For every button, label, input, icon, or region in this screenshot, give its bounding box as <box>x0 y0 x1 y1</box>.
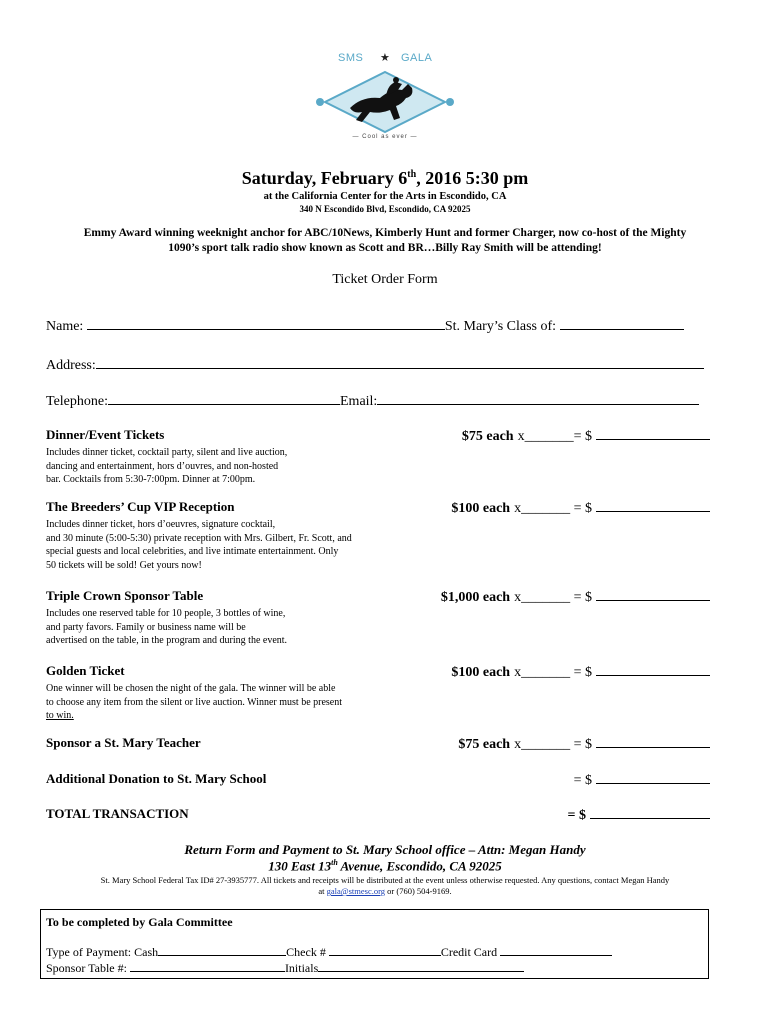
item-quantity-calc[interactable]: x_______ = $ <box>514 590 592 605</box>
event-venue: at the California Center for the Arts in Escondido, CA <box>263 191 507 202</box>
item-title: Golden Ticket <box>46 663 125 678</box>
item-desc-line: Includes one reserved table for 10 people, 3 bottles of wine, <box>46 608 286 619</box>
donation-row <box>46 771 710 787</box>
gala-logo <box>300 48 470 148</box>
item-desc-line: to win. <box>46 710 74 721</box>
item-desc-line: bar. Cocktails from 5:30-7:00pm. Dinner at 7:00pm. <box>46 474 256 485</box>
item-desc-line: Includes dinner ticket, cocktail party, silent and live auction, <box>46 447 288 458</box>
check-label: Check # <box>286 945 326 959</box>
total-label: TOTAL TRANSACTION <box>46 806 189 821</box>
event-date-main: Saturday, February 6 <box>241 168 408 188</box>
sponsor-table-label: Sponsor Table #: <box>46 961 127 975</box>
ticket-item <box>46 499 710 572</box>
ticket-item <box>46 588 710 648</box>
email-input-line[interactable] <box>377 392 699 405</box>
item-desc-line: and party favors. Family or business name will be <box>46 621 246 633</box>
sponsor-table-input-line[interactable] <box>130 961 285 972</box>
item-price-calc[interactable] <box>451 663 710 681</box>
email-label: Email: <box>340 394 378 409</box>
item-quantity-calc[interactable]: x_______ = $ <box>514 737 592 752</box>
item-desc-line: 50 tickets will be sold! Get yours now! <box>46 559 202 571</box>
name-label: Name: <box>46 319 84 334</box>
item-price-calc[interactable] <box>451 499 710 517</box>
item-title: Dinner/Event Tickets <box>46 427 165 442</box>
tax-id-line: St. Mary School Federal Tax ID# 27-3935777. All tickets and receipts will be distributed at the event unless otherwise requested. Any questions, contact Megan Handy <box>100 875 670 885</box>
logo-sms-text: SMS <box>338 52 364 64</box>
item-desc-line: advertised on the table, in the program and during the event. <box>46 635 288 646</box>
event-date-time: , 2016 5:30 pm <box>416 168 529 188</box>
committee-title: To be completed by Gala Committee <box>46 915 233 929</box>
item-price: $1,000 each <box>440 590 511 605</box>
contact-field[interactable] <box>46 392 699 410</box>
cash-input-line[interactable] <box>158 945 286 956</box>
logo-tagline: — Cool as ever — <box>352 134 418 140</box>
contact-pre: at <box>318 886 327 896</box>
address-label: Address: <box>46 358 96 373</box>
item-description <box>46 607 426 648</box>
item-quantity-calc[interactable]: x_______ = $ <box>514 665 592 680</box>
event-date-sup: th <box>407 169 417 180</box>
item-total-line[interactable] <box>596 663 710 676</box>
contact-line <box>0 886 770 896</box>
item-title: Triple Crown Sponsor Table <box>46 588 204 603</box>
credit-card-label: Credit Card <box>440 945 498 959</box>
item-desc-line: dancing and entertainment, hors d’ouvres, and non-hosted <box>46 460 279 472</box>
event-date <box>0 168 770 189</box>
ticket-item <box>46 735 710 751</box>
check-input-line[interactable] <box>329 945 441 956</box>
donation-total-line[interactable] <box>596 771 710 784</box>
name-field[interactable] <box>46 317 684 335</box>
total-row <box>46 806 710 822</box>
item-price-calc[interactable] <box>441 588 710 606</box>
donation-calc[interactable] <box>574 771 710 789</box>
item-description <box>46 518 426 572</box>
address-input-line[interactable] <box>96 356 704 369</box>
item-price: $75 each <box>458 737 511 752</box>
payment-type-label: Type of Payment: Cash <box>46 945 159 959</box>
class-input-line[interactable] <box>560 317 684 330</box>
donation-label: Additional Donation to St. Mary School <box>46 771 267 786</box>
star-icon: ★ <box>380 52 390 64</box>
initials-input-line[interactable] <box>318 961 524 972</box>
item-quantity-calc[interactable]: x_______ = $ <box>514 501 592 516</box>
address-field[interactable] <box>46 356 704 374</box>
form-title: Ticket Order Form <box>332 272 438 287</box>
ticket-item <box>46 427 710 487</box>
item-desc-line: and 30 minute (5:00-5:30) private reception with Mrs. Gilbert, Fr. Scott, and <box>46 532 352 544</box>
donation-equals: = $ <box>573 773 592 788</box>
item-desc-line: Includes dinner ticket, hors d’oeuvres, signature cocktail, <box>46 519 276 530</box>
item-description <box>46 446 406 487</box>
class-label: St. Mary’s Class of: <box>444 319 557 334</box>
ticket-item <box>46 663 710 723</box>
item-price: $100 each <box>451 501 511 516</box>
payment-row <box>46 945 612 960</box>
item-total-line[interactable] <box>596 588 710 601</box>
return-address-rest: Avenue, Escondido, CA 92025 <box>337 858 502 874</box>
return-address <box>0 858 770 874</box>
logo-gala-text: GALA <box>401 52 433 64</box>
item-total-line[interactable] <box>596 427 710 440</box>
return-instructions: Return Form and Payment to St. Mary School office – Attn: Megan Handy <box>184 842 586 857</box>
item-price: $100 each <box>451 665 511 680</box>
contact-email-link[interactable]: gala@stmesc.org <box>326 886 386 896</box>
item-title: The Breeders’ Cup VIP Reception <box>46 499 235 514</box>
item-price-calc[interactable] <box>462 427 710 445</box>
item-total-line[interactable] <box>596 499 710 512</box>
item-quantity-calc[interactable]: x_______= $ <box>517 429 592 444</box>
name-input-line[interactable] <box>87 317 445 330</box>
item-desc-line: special guests and local celebrities, and live intimate entertainment. Only <box>46 546 339 557</box>
return-address-sup: th <box>331 858 338 867</box>
event-address: 340 N Escondido Blvd, Escondido, CA 92025 <box>299 204 471 214</box>
return-address-main: 130 East 13 <box>268 858 332 874</box>
item-description <box>46 682 426 723</box>
item-total-line[interactable] <box>596 735 710 748</box>
total-calc[interactable] <box>568 806 710 824</box>
contact-post: or (760) 504-9169. <box>385 886 452 896</box>
committee-box <box>40 909 709 979</box>
initials-label: Initials <box>284 961 319 975</box>
item-desc-line: to choose any item from the silent or live auction. Winner must be present <box>46 696 343 708</box>
announcement-line-2: 1090’s sport talk radio show known as Scott and BR…Billy Ray Smith will be attending! <box>168 242 602 254</box>
announcement-line-1: Emmy Award winning weeknight anchor for ABC/10News, Kimberly Hunt and former Charger, now co-host of the Mighty <box>83 227 687 239</box>
item-desc-line: One winner will be chosen the night of the gala. The winner will be able <box>46 683 336 694</box>
total-equals: = $ <box>567 808 586 823</box>
total-amount-line[interactable] <box>590 806 710 819</box>
telephone-input-line[interactable] <box>108 392 340 405</box>
item-price-calc[interactable] <box>458 735 710 753</box>
sponsor-row <box>46 961 524 976</box>
credit-card-input-line[interactable] <box>500 945 612 956</box>
item-title: Sponsor a St. Mary Teacher <box>46 735 201 750</box>
horse-jockey-emblem <box>310 68 460 136</box>
item-price: $75 each <box>461 429 514 444</box>
telephone-label: Telephone: <box>46 394 108 409</box>
